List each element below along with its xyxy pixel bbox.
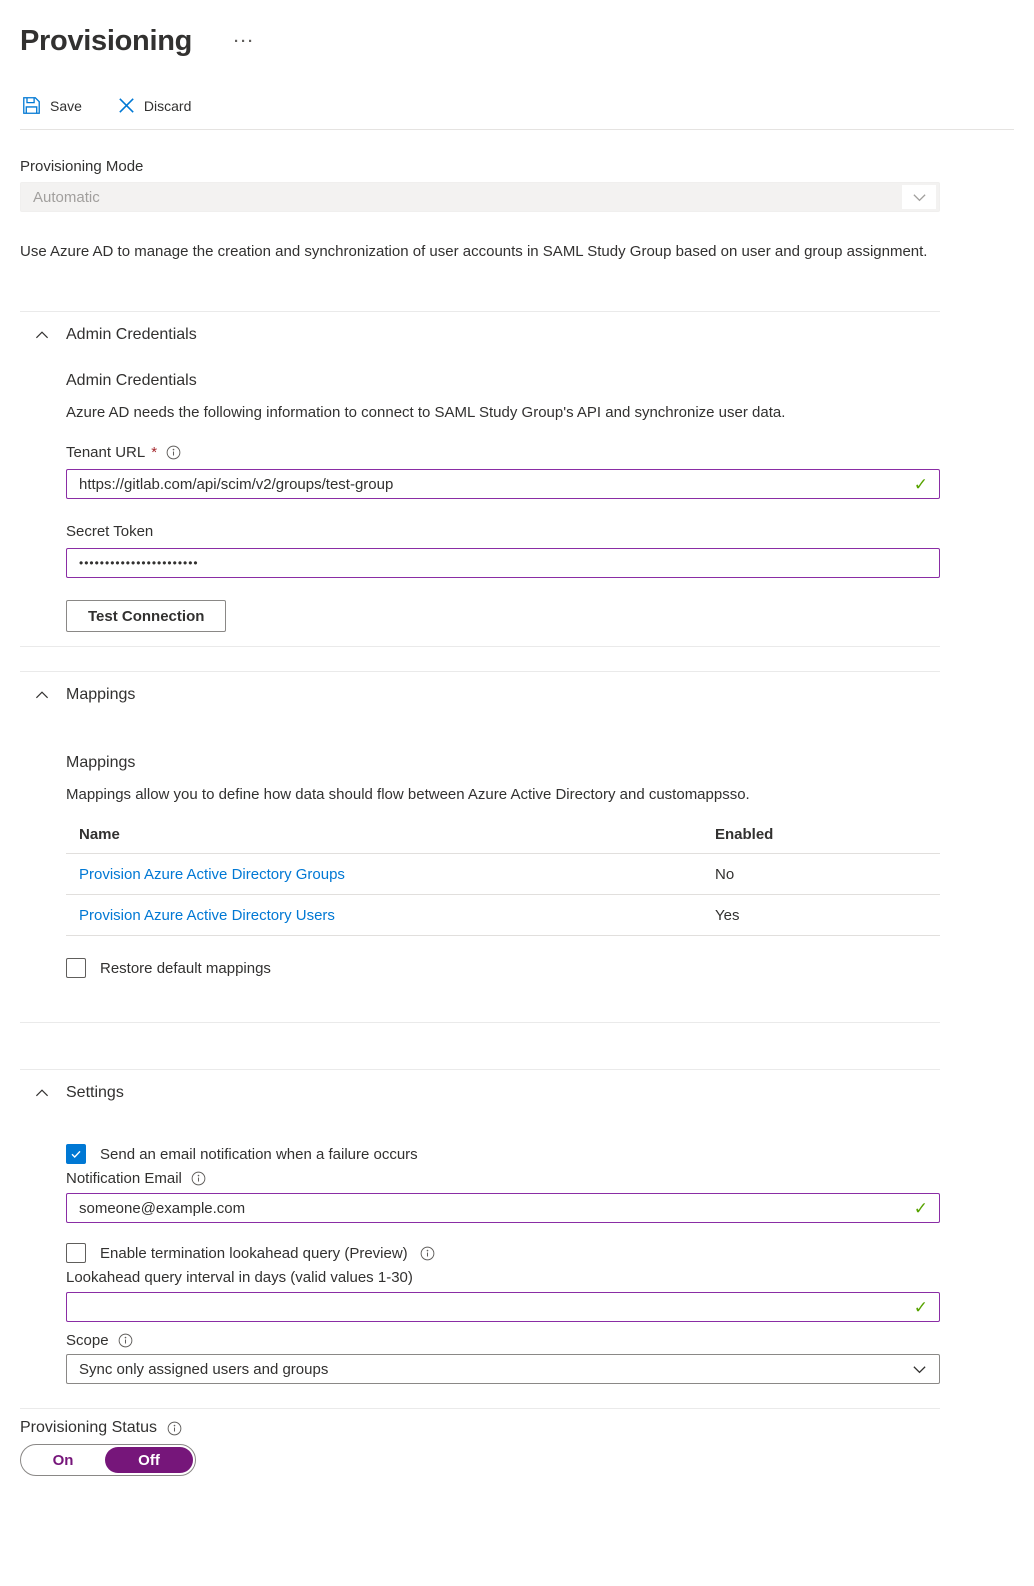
tenant-url-label: Tenant URL — [66, 444, 146, 461]
lookahead-checkbox[interactable] — [66, 1243, 86, 1263]
valid-check-icon: ✓ — [913, 1199, 928, 1218]
lookahead-interval-field — [66, 1292, 940, 1322]
email-notification-row[interactable] — [66, 1144, 940, 1164]
discard-x-icon — [118, 97, 135, 114]
command-bar — [20, 96, 1014, 130]
mappings-body — [66, 754, 940, 978]
scope-dropdown[interactable] — [66, 1354, 940, 1384]
valid-check-icon: ✓ — [913, 1298, 928, 1317]
restore-default-mappings-row[interactable] — [66, 958, 940, 978]
mappings-table — [66, 816, 940, 936]
table-row — [66, 895, 940, 936]
settings-body — [66, 1144, 940, 1384]
section-admin-credentials[interactable] — [20, 312, 1014, 358]
page-title: Provisioning — [20, 25, 193, 57]
admin-credentials-description: Azure AD needs the following information to connect to SAML Study Group's API and synchronize user data. — [66, 404, 786, 421]
provisioning-mode-dropdown — [20, 182, 940, 212]
provisioning-mode-value: Automatic — [33, 188, 100, 206]
column-header-enabled: Enabled — [715, 826, 774, 843]
secret-token-label: Secret Token — [66, 523, 154, 540]
secret-token-input[interactable] — [67, 549, 939, 577]
tenant-url-input[interactable] — [67, 470, 939, 498]
restore-default-mappings-label: Restore default mappings — [100, 959, 271, 977]
lookahead-interval-input[interactable] — [67, 1293, 939, 1321]
chevron-down-icon — [902, 185, 936, 209]
info-icon[interactable] — [118, 1333, 133, 1348]
toggle-on-option[interactable]: On — [52, 1451, 74, 1469]
scope-value: Sync only assigned users and groups — [79, 1360, 329, 1378]
scope-label-row — [66, 1332, 940, 1349]
discard-label: Discard — [143, 97, 192, 114]
admin-credentials-body — [66, 372, 940, 632]
checkmark-icon — [70, 1148, 82, 1160]
info-icon[interactable] — [166, 445, 181, 460]
notification-email-field — [66, 1193, 940, 1223]
column-header-name: Name — [79, 826, 120, 843]
tenant-url-label-row — [66, 444, 940, 461]
notification-email-input[interactable] — [67, 1194, 939, 1222]
scope-label: Scope — [66, 1332, 109, 1349]
lookahead-interval-label-row — [66, 1269, 940, 1286]
save-label: Save — [50, 97, 82, 114]
chevron-up-icon — [35, 328, 49, 342]
chevron-up-icon — [35, 1086, 49, 1100]
divider — [20, 1408, 940, 1409]
section-mappings[interactable] — [20, 672, 1014, 718]
page-header — [20, 25, 1014, 58]
mapping-link-users[interactable]: Provision Azure Active Directory Users — [79, 906, 335, 924]
tenant-url-field — [66, 469, 940, 499]
lookahead-interval-label: Lookahead query interval in days (valid values 1-30) — [66, 1269, 413, 1286]
section-title: Mappings — [66, 686, 136, 703]
section-title: Admin Credentials — [66, 326, 197, 343]
save-button[interactable] — [22, 96, 82, 115]
mappings-heading: Mappings — [66, 754, 136, 771]
email-notification-label: Send an email notification when a failure occurs — [100, 1145, 418, 1163]
lookahead-row[interactable] — [66, 1243, 940, 1263]
notification-email-label: Notification Email — [66, 1170, 182, 1187]
info-icon[interactable] — [191, 1171, 206, 1186]
info-icon[interactable] — [167, 1421, 182, 1436]
save-icon — [22, 96, 41, 115]
table-row — [66, 854, 940, 895]
divider — [20, 646, 940, 647]
notification-email-label-row — [66, 1170, 940, 1187]
provisioning-status-label-row — [20, 1419, 1014, 1437]
discard-button[interactable] — [118, 97, 191, 114]
mapping-enabled-value: Yes — [715, 906, 740, 924]
mapping-enabled-value: No — [715, 865, 735, 883]
secret-token-field — [66, 548, 940, 578]
section-title: Settings — [66, 1084, 124, 1101]
restore-default-mappings-checkbox[interactable] — [66, 958, 86, 978]
table-header-row — [66, 816, 940, 854]
provisioning-status-toggle[interactable] — [20, 1444, 196, 1476]
mapping-link-groups[interactable]: Provision Azure Active Directory Groups — [79, 865, 345, 883]
required-asterisk: * — [151, 444, 158, 461]
lookahead-label: Enable termination lookahead query (Preview) — [100, 1244, 408, 1262]
secret-token-label-row — [66, 523, 940, 540]
chevron-down-icon — [912, 1362, 927, 1377]
info-icon[interactable] — [420, 1246, 435, 1261]
section-settings[interactable] — [20, 1070, 1014, 1116]
test-connection-button[interactable]: Test Connection — [66, 600, 226, 632]
toggle-off-option[interactable]: Off — [105, 1447, 193, 1473]
admin-credentials-heading: Admin Credentials — [66, 372, 197, 389]
divider — [20, 1022, 940, 1023]
provisioning-status-label: Provisioning Status — [20, 1419, 157, 1436]
provisioning-mode-label: Provisioning Mode — [20, 158, 144, 175]
mappings-description: Mappings allow you to define how data should flow between Azure Active Directory and customappsso. — [66, 786, 750, 803]
intro-text: Use Azure AD to manage the creation and synchronization of user accounts in SAML Study Group based on user and group assignment. — [20, 243, 928, 260]
more-options-icon[interactable]: ··· — [234, 33, 256, 50]
email-notification-checkbox[interactable] — [66, 1144, 86, 1164]
valid-check-icon: ✓ — [913, 475, 928, 494]
chevron-up-icon — [35, 688, 49, 702]
